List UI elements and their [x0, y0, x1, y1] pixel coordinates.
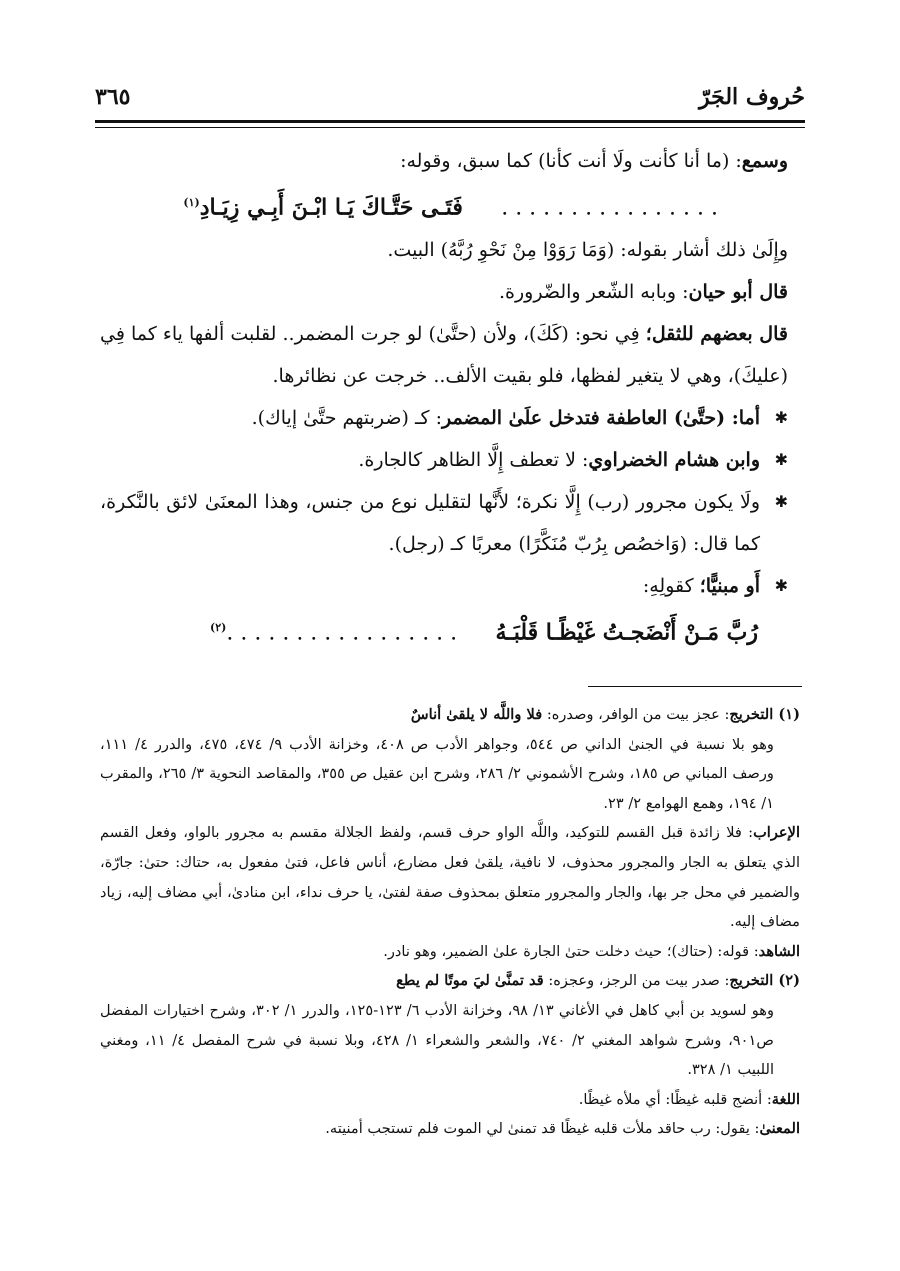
footnote-line: [100, 730, 800, 819]
paragraph-3: [100, 271, 788, 313]
footnote-text: : أنضج قلبه غيظًا: أي ملأه غيظًا.: [578, 1090, 772, 1108]
footnote-text: : عجز بيت من الوافر، وصدره:: [542, 706, 730, 723]
bullet-item: [100, 397, 788, 439]
bullet-item: [100, 565, 788, 607]
bullet-lead: وابن هشام الخضراوي: [588, 449, 760, 472]
paragraph-4-text: فِي نحو: (كَكَ)، ولأن (حتَّىٰ) لو جرت المضمر.. لقلبت ألفها ياء كما فِي (عليكَ)، وهي لا يتغير لفظها، فلو بقيت الألف.. خرجت عن نظائرها.: [100, 323, 788, 388]
footnote-ref-1: (١): [183, 196, 200, 209]
paragraph-2: وإِلَىٰ ذلك أشار بقوله: (وَمَا رَوَوْا مِنْ نَحْوِ رُبَّهُ) البيت.: [387, 239, 788, 262]
footnote-lead: اللغة: [771, 1090, 800, 1108]
footnote-text: : فلا زائدة قبل القسم للتوكيد، واللَّه الواو حرف قسم، ولفظ الجلالة مقسم به مجرور بالواو، وفعل القسم الذي يتعلق به الجار والمجرور محذوف، لا نافية، يلقىٰ فعل مضارع، أناس فاعل، فتىٰ مفعول به، حتاك: حتىٰ: جارّة، والضمير في محل جر بها، والجار والمجرور متعلق بمحذوف صفة لفتىٰ، يا حرف نداء، ابن منادىٰ، أبي مضاف إليه، زياد مضاف إليه.: [100, 824, 800, 931]
footnote-line: [100, 966, 800, 996]
footnote-line: [100, 818, 800, 936]
paragraph-1-text: : (ما أنا كأنت ولَا أنت كأنا) كما سبق، وقوله:: [400, 150, 742, 172]
footnote-bold-tail: قد تمنَّىٰ ليَ موتًا لم يطع: [396, 972, 544, 990]
asterisk-bullet-icon: ✱: [774, 450, 788, 470]
verse-2-dots: . . . . . . . . . . . . . . . . .: [226, 620, 458, 646]
paragraph-3-text: : وبابه الشّعر والضّرورة.: [499, 281, 689, 304]
paragraph-4: [100, 313, 788, 397]
header-rule: [95, 120, 805, 128]
footnote-text: : صدر بيت من الرجز، وعجزه:: [543, 972, 730, 990]
paragraph-1-lead: وسمع: [741, 150, 788, 172]
footnote-text: وهو لسويد بن أبي كاهل في الأغاني ١٣/ ٩٨، وخزانة الأدب ٦/ ١٢٣-١٢٥، والدرر ١/ ٣٠٢، وشرح اختيارات المفضل ص٩٠١، وشرح شواهد المغني ٢/ ٧٤٠، والشعر والشعراء ١/ ٤٢٨، وبلا نسبة في شرح المفصل ٤/ ١١، ومغني اللبيب ١/ ٣٢٨.: [100, 1001, 775, 1079]
footnote-line: [100, 1085, 800, 1115]
footnote-lead: (٢) التخريج: [729, 972, 800, 990]
footnote-ref-2: (٢): [210, 621, 227, 635]
running-title: حُروف الجَرّ: [699, 84, 805, 110]
bullet-text: : كـ (ضربتهم حتَّىٰ إياك).: [251, 407, 443, 430]
asterisk-bullet-icon: ✱: [774, 492, 788, 512]
footnote-line: [100, 1114, 800, 1144]
footnote-bold-tail: فلا واللَّه لا يلقىٰ أناسٌ: [410, 706, 543, 723]
paragraph-4-lead: قال بعضهم للثقل؛: [645, 323, 788, 346]
footnote-lead: الشاهد: [758, 942, 800, 960]
bullet-lead: أما: (حتَّىٰ) العاطفة فتدخل علَىٰ المضمر: [442, 407, 760, 430]
bullet-item: [100, 481, 788, 565]
paragraph-1: [100, 140, 788, 182]
paragraph-3-lead: قال أبو حيان: [688, 281, 788, 304]
main-text: [100, 140, 788, 655]
footnote-separator: [588, 686, 802, 687]
bullet-text: كقولِهِ:: [642, 575, 700, 598]
footnote-line: [100, 937, 800, 967]
verse-1-text: فَتَـى حَتَّـاكَ يَـا ابْـنَ أَبِـي زِيَـادِ: [199, 194, 463, 221]
verse-1-dots: . . . . . . . . . . . . . . . .: [501, 195, 718, 221]
footnote-lead: الإعراب: [753, 824, 800, 842]
footnote-lead: (١) التخريج: [729, 706, 800, 723]
asterisk-bullet-icon: ✱: [774, 576, 788, 596]
page-number: ٣٦٥: [95, 84, 131, 110]
footnote-text: وهو بلا نسبة في الجنىٰ الداني ص ٥٤٤، وجواهر الأدب ص ٤٠٨، وخزانة الأدب ٩/ ٤٧٤، ٤٧٥، والدرر ٤/ ١١١، ورصف المباني ص ١٨٥، وشرح الأشموني ٢/ ٢٨٦، وشرح ابن عقيل ص ٣٥٥، والمقاصد النحوية ٣/ ٢٦٥، والمقرب ١/ ١٩٤، وهمع الهوامع ٢/ ٢٣.: [100, 735, 774, 812]
bullet-text: ولَا يكون مجرور (رب) إِلَّا نكرة؛ لأَنَّها لتقليل نوع من جنس، وهذا المعنَىٰ لائق بالنَّكرة، كما قال: (وَاخصُص بِرُبّ مُنَكَّرًا) معربًا كـ (رجل).: [100, 491, 760, 556]
page-header: [95, 84, 805, 114]
verse-2: [100, 607, 788, 654]
asterisk-bullet-icon: ✱: [774, 408, 788, 428]
footnote-line: [100, 700, 800, 730]
bullet-text: : لا تعطف إِلَّا الظاهر كالجارة.: [358, 449, 589, 472]
verse-2-text: رُبَّ مَـنْ أَنْضَجـتُ غَيْظًـا قَلْبَـهُ: [495, 619, 758, 646]
footnote-lead: المعنىٰ: [759, 1120, 800, 1138]
footnote-text: : يقول: رب حاقد ملأت قلبه غيظًا قد تمنىٰ لي الموت فلم تستجب أمنيته.: [325, 1120, 760, 1138]
footnotes: [100, 700, 800, 1144]
footnote-text: : قوله: (حتاك)؛ حيث دخلت حتىٰ الجارة علىٰ الضمير، وهو نادر.: [383, 942, 759, 960]
verse-1: [100, 182, 788, 229]
footnote-line: [100, 996, 800, 1085]
bullet-lead: أَو مبنيًّا؛: [699, 575, 760, 598]
bullet-item: [100, 439, 788, 481]
